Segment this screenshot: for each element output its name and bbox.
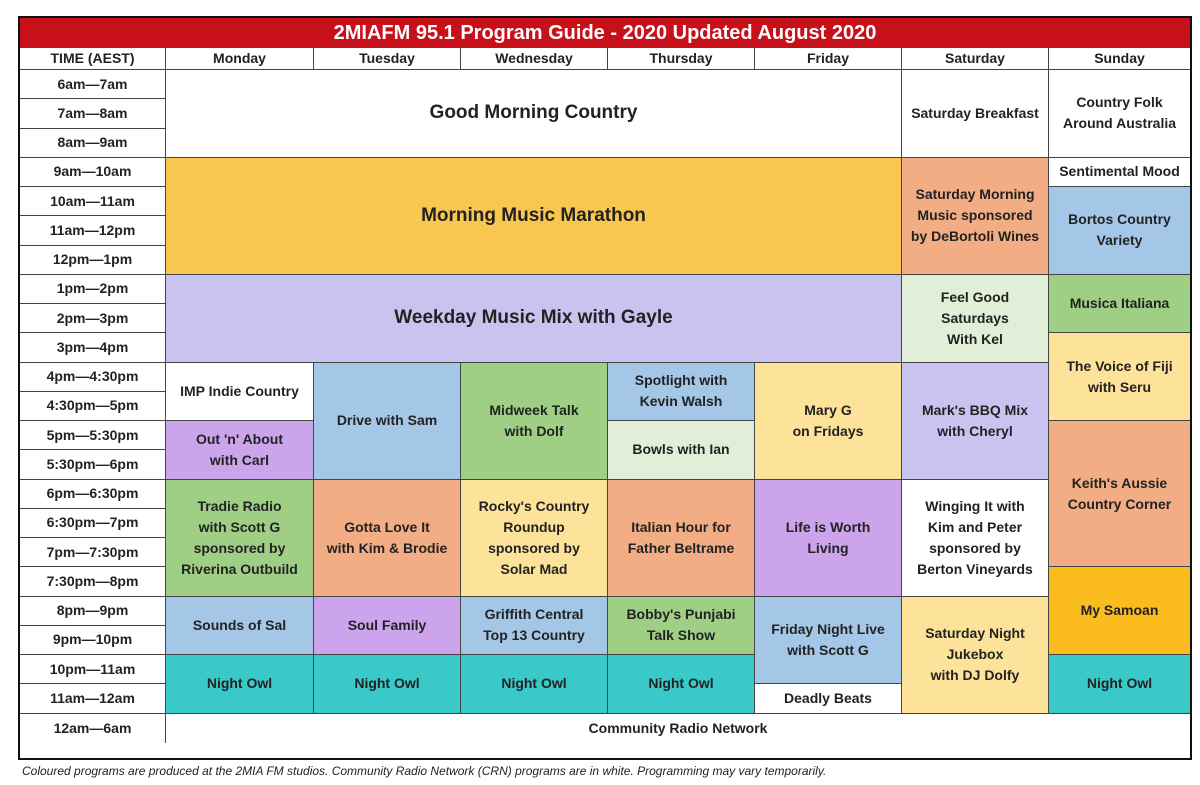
- program-block: Sounds of Sal: [166, 597, 314, 656]
- program-block: Out 'n' About with Carl: [166, 421, 314, 480]
- time-slot: 5pm—5:30pm: [20, 421, 166, 450]
- program-guide: [18, 16, 1192, 760]
- program-block: Night Owl: [314, 655, 461, 714]
- day-header-sunday: Sunday: [1049, 48, 1190, 70]
- program-block: Feel Good Saturdays With Kel: [902, 275, 1049, 363]
- day-header-tuesday: Tuesday: [314, 48, 461, 70]
- time-slot: 9am—10am: [20, 158, 166, 187]
- time-slot: 1pm—2pm: [20, 275, 166, 304]
- time-slot: 2pm—3pm: [20, 304, 166, 333]
- program-block: Life is Worth Living: [755, 480, 902, 597]
- program-block: Good Morning Country: [166, 70, 902, 158]
- program-block: Midweek Talk with Dolf: [461, 363, 608, 480]
- time-slot: 6:30pm—7pm: [20, 509, 166, 538]
- program-block: Winging It with Kim and Peter sponsored by Berton Vineyards: [902, 480, 1049, 597]
- time-column-header: TIME (AEST): [20, 48, 166, 70]
- program-block: Deadly Beats: [755, 684, 902, 713]
- program-block: Morning Music Marathon: [166, 158, 902, 275]
- time-slot: 12pm—1pm: [20, 246, 166, 275]
- program-block: Saturday Night Jukebox with DJ Dolfy: [902, 597, 1049, 714]
- time-slot: 9pm—10pm: [20, 626, 166, 655]
- program-block: My Samoan: [1049, 567, 1190, 655]
- day-header-friday: Friday: [755, 48, 902, 70]
- program-block: Night Owl: [1049, 655, 1190, 714]
- program-block: Night Owl: [461, 655, 608, 714]
- program-block: Musica Italiana: [1049, 275, 1190, 334]
- program-block: Sentimental Mood: [1049, 158, 1190, 187]
- program-block: Bowls with Ian: [608, 421, 755, 480]
- day-header-wednesday: Wednesday: [461, 48, 608, 70]
- time-slot: 11am—12am: [20, 684, 166, 713]
- time-slot: 7pm—7:30pm: [20, 538, 166, 567]
- program-block: Saturday Breakfast: [902, 70, 1049, 158]
- program-block: Keith's Aussie Country Corner: [1049, 421, 1190, 567]
- program-block: Rocky's Country Roundup sponsored by Solar Mad: [461, 480, 608, 597]
- time-slot: 5:30pm—6pm: [20, 450, 166, 479]
- program-block: Tradie Radio with Scott G sponsored by Riverina Outbuild: [166, 480, 314, 597]
- program-block: Soul Family: [314, 597, 461, 656]
- day-header-monday: Monday: [166, 48, 314, 70]
- day-header-saturday: Saturday: [902, 48, 1049, 70]
- program-block: Drive with Sam: [314, 363, 461, 480]
- time-slot: 6pm—6:30pm: [20, 480, 166, 509]
- time-slot: 3pm—4pm: [20, 333, 166, 362]
- program-block: Bortos Country Variety: [1049, 187, 1190, 275]
- time-slot: 12am—6am: [20, 714, 166, 743]
- time-slot: 6am—7am: [20, 70, 166, 99]
- program-block: Bobby's Punjabi Talk Show: [608, 597, 755, 656]
- time-slot: 4pm—4:30pm: [20, 363, 166, 392]
- program-block: Mark's BBQ Mix with Cheryl: [902, 363, 1049, 480]
- program-block: Community Radio Network: [166, 714, 1190, 743]
- program-block: Saturday Morning Music sponsored by DeBortoli Wines: [902, 158, 1049, 275]
- program-block: Mary G on Fridays: [755, 363, 902, 480]
- time-slot: 11am—12pm: [20, 216, 166, 245]
- program-block: Weekday Music Mix with Gayle: [166, 275, 902, 363]
- program-block: Italian Hour for Father Beltrame: [608, 480, 755, 597]
- time-slot: 7am—8am: [20, 99, 166, 128]
- program-block: Griffith Central Top 13 Country: [461, 597, 608, 656]
- program-block: The Voice of Fiji with Seru: [1049, 333, 1190, 421]
- program-block: Night Owl: [166, 655, 314, 714]
- program-block: Friday Night Live with Scott G: [755, 597, 902, 685]
- time-slot: 8am—9am: [20, 129, 166, 158]
- time-slot: 4:30pm—5pm: [20, 392, 166, 421]
- program-block: Country Folk Around Australia: [1049, 70, 1190, 158]
- time-slot: 10am—11am: [20, 187, 166, 216]
- schedule-grid: [20, 48, 1190, 758]
- program-block: Night Owl: [608, 655, 755, 714]
- program-block: IMP Indie Country: [166, 363, 314, 422]
- program-block: Spotlight with Kevin Walsh: [608, 363, 755, 422]
- time-slot: 10pm—11am: [20, 655, 166, 684]
- guide-title: 2MIAFM 95.1 Program Guide - 2020 Updated August 2020: [20, 18, 1190, 48]
- time-slot: 8pm—9pm: [20, 597, 166, 626]
- footnote: Coloured programs are produced at the 2MIA FM studios. Community Radio Network (CRN) programs are in white. Programming may vary temporarily.: [22, 764, 827, 778]
- time-slot: 7:30pm—8pm: [20, 567, 166, 596]
- day-header-thursday: Thursday: [608, 48, 755, 70]
- program-block: Gotta Love It with Kim & Brodie: [314, 480, 461, 597]
